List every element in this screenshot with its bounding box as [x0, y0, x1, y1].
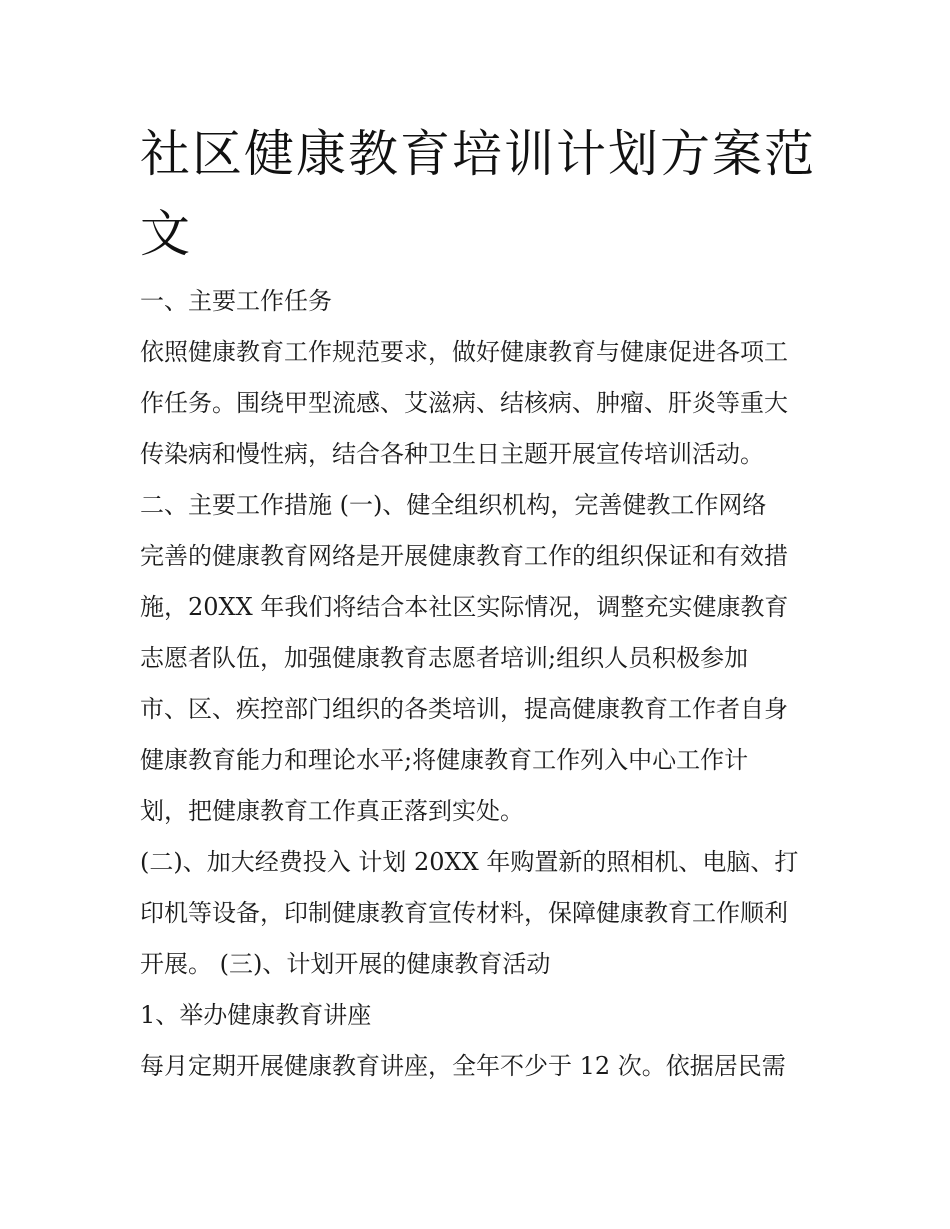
section-heading-1: 一、主要工作任务	[140, 287, 332, 315]
paragraph-line: 印机等设备，印制健康教育宣传材料，保障健康教育工作顺利	[140, 899, 788, 927]
paragraph-line: 健康教育能力和理论水平;将健康教育工作列入中心工作计	[140, 746, 749, 774]
paragraph-line: 市、区、疾控部门组织的各类培训，提高健康教育工作者自身	[140, 695, 788, 723]
paragraph-line: 传染病和慢性病，结合各种卫生日主题开展宣传培训活动。	[140, 440, 764, 468]
paragraph-line: 施，20XX 年我们将结合本社区实际情况，调整充实健康教育	[140, 593, 789, 621]
document-title: 社区健康教育培训计划方案范文	[140, 125, 816, 263]
paragraph-line: 志愿者队伍，加强健康教育志愿者培训;组织人员积极参加	[140, 644, 749, 672]
section-heading-2: 二、主要工作措施 (一)、健全组织机构，完善健教工作网络	[140, 491, 767, 519]
list-item-heading: 1、举办健康教育讲座	[140, 1001, 372, 1029]
paragraph-line: 作任务。围绕甲型流感、艾滋病、结核病、肿瘤、肝炎等重大	[140, 389, 788, 417]
paragraph-line: 依照健康教育工作规范要求，做好健康教育与健康促进各项工	[140, 338, 788, 366]
paragraph-line: 完善的健康教育网络是开展健康教育工作的组织保证和有效措	[140, 542, 788, 570]
subsection-heading: (二)、加大经费投入 计划 20XX 年购置新的照相机、电脑、打	[140, 848, 799, 876]
paragraph-line: 每月定期开展健康教育讲座，全年不少于 12 次。依据居民需	[140, 1052, 786, 1080]
paragraph-line: 开展。 (三)、计划开展的健康教育活动	[140, 950, 551, 978]
paragraph-line: 划，把健康教育工作真正落到实处。	[140, 797, 524, 825]
